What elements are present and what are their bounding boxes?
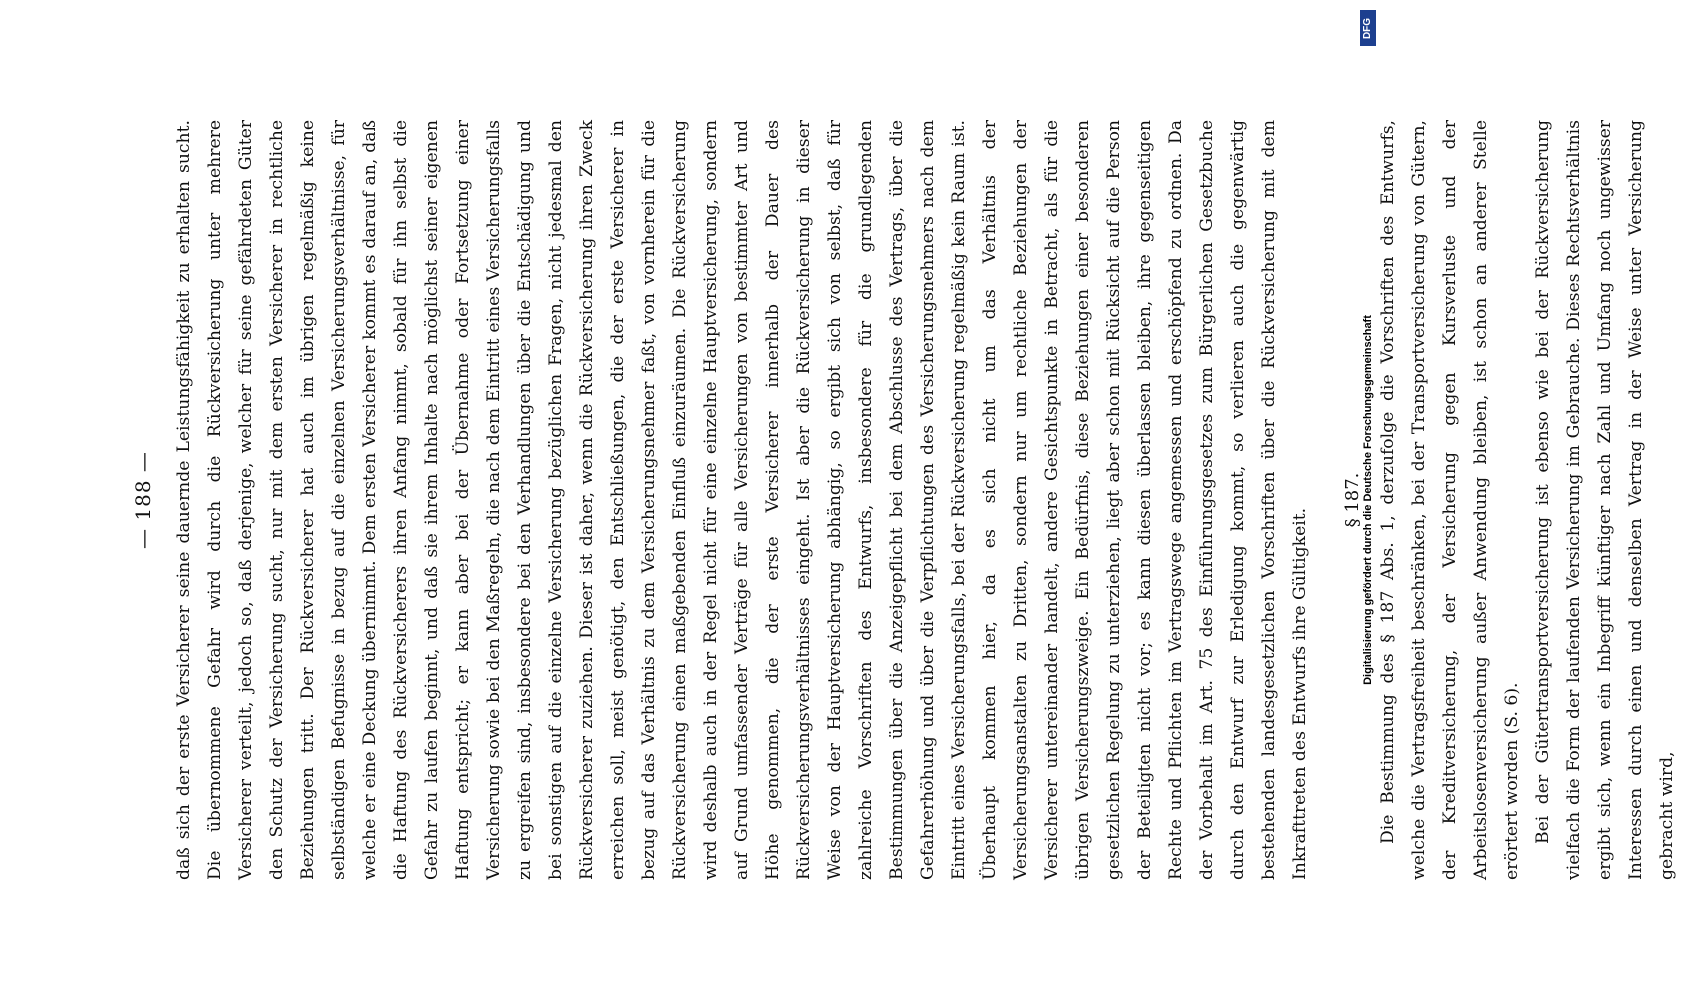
section-heading: § 187.	[1342, 472, 1363, 528]
dfg-logo-icon: DFG	[1360, 10, 1376, 46]
page-number: — 188 —	[131, 451, 155, 549]
credit-text: Digitalisierung gefördert durch die Deutsche Forschungsgemeinschaft	[1362, 315, 1374, 685]
paragraph-rueckversicherung: daß sich der erste Versicherer seine dauernde Leistungsfähigkeit zu erhalten sucht. Die übernommene Gefahr wird durch die Rückversicherung unter mehrere Versicherer verteilt, jedoch so, daß derjenige, welcher für seine gefährdeten Güter den Schutz der Versicherung sucht, nur mit dem ersten Versicherer in rechtliche Beziehungen tritt. Der Rückversicherer hat auch im übrigen regelmäßig keine selbständigen Befugnisse in bezug auf die einzelnen Versicherungsverhältnisse, für welche er eine Deckung übernimmt. Dem ersten Versicherer kommt es darauf an, daß die Haftung des Rückversicherers ihren Anfang nimmt, sobald für ihn selbst die Gefahr zu laufen beginnt, und daß sie ihrem Inhalte nach möglichst seiner eigenen Haftung entspricht; er kann aber bei der Übernahme oder Fortsetzung einer Versicherung sowie bei den Maßregeln, die nach dem Eintritt eines Versicherungsfalls zu ergreifen sind, insbesondere bei den Verhandlungen über die Entschädigung und bei sonstigen auf die einzelne Versicherung bezüglichen Fragen, nicht jedesmal den Rückversicherer zuziehen. Dieser ist daher, wenn die Rückversicherung ihren Zweck erreichen soll, meist genötigt, den Entschließungen, die der erste Versicherer in bezug auf das Verhältnis zu dem Versicherungsnehmer faßt, von vornherein für die Rückversicherung einen maßgebenden Einfluß einzuräumen. Die Rückversicherung wird deshalb auch in der Regel nicht für eine einzelne Hauptversicherung, sondern auf Grund umfassender Verträge für alle Versicherungen von bestimmter Art und Höhe genommen, die der erste Versicherer innerhalb der Dauer des Rückversicherungsverhältnisses eingeht. Ist aber die Rückversicherung in dieser Weise von der Hauptversicherung abhängig, so ergibt sich von selbst, daß für zahlreiche Vorschriften des Entwurfs, insbesondere für die grundlegenden Bestimmungen über die Anzeigepflicht bei dem Abschlusse des Vertrags, über die Gefahrerhöhung und über die Verpflichtungen des Versicherungsnehmers nach dem Eintritt eines Versicherungsfalls, bei der Rückversicherung regelmäßig kein Raum ist. Überhaupt kommen hier, da es sich nicht um das Verhältnis der Versicherungsanstalten zu Dritten, sondern nur um rechtliche Beziehungen der Versicherer untereinander handelt, andere Gesichtspunkte in Betracht, als für die übrigen Versicherungszweige. Ein Bedürfnis, diese Beziehungen einer besonderen gesetzlichen Regelung zu unterziehen, liegt aber schon mit Rücksicht auf die Person der Beteiligten nicht vor; es kann diesen überlassen bleiben, ihre gegenseitigen Rechte und Pflichten im Vertragswege angemessen und erschöpfend zu ordnen. Da der Vorbehalt im Art. 75 des Einführungsgesetzes zum Bürgerlichen Gesetzbuche durch den Entwurf zur Erledigung kommt, so verlieren auch die gegenwärtig bestehenden landesgesetzlichen Vorschriften über die Rückversicherung mit dem Inkrafttreten des Entwurfs ihre Gültigkeit.	[174, 120, 1310, 880]
paragraph-guetertransport: Bei der Gütertransportversicherung ist ebenso wie bei der Rückversicherung vielfach die Form der laufenden Versicherung im Gebrauche. Dieses Rechtsverhältnis ergibt sich, wenn ein Inbegriff künftiger nach Zahl und Umfang noch ungewisser Interessen durch einen und denselben Vertrag in der Weise unter Versicherung gebracht wird,	[1533, 120, 1677, 880]
digitization-credit	[1353, 0, 1383, 1000]
paragraph-187-bestimmung: Die Bestimmung des § 187 Abs. 1, derzufolge die Vorschriften des Entwurfs, welche die Vertragsfreiheit beschränken, bei der Transportversicherung von Gütern, der Kreditversicherung, der Versicherung gegen Kursverluste und der Arbeitslosenversicherung außer Anwendung bleiben, ist schon an anderer Stelle erörtert worden (S. 6).	[1378, 120, 1522, 880]
